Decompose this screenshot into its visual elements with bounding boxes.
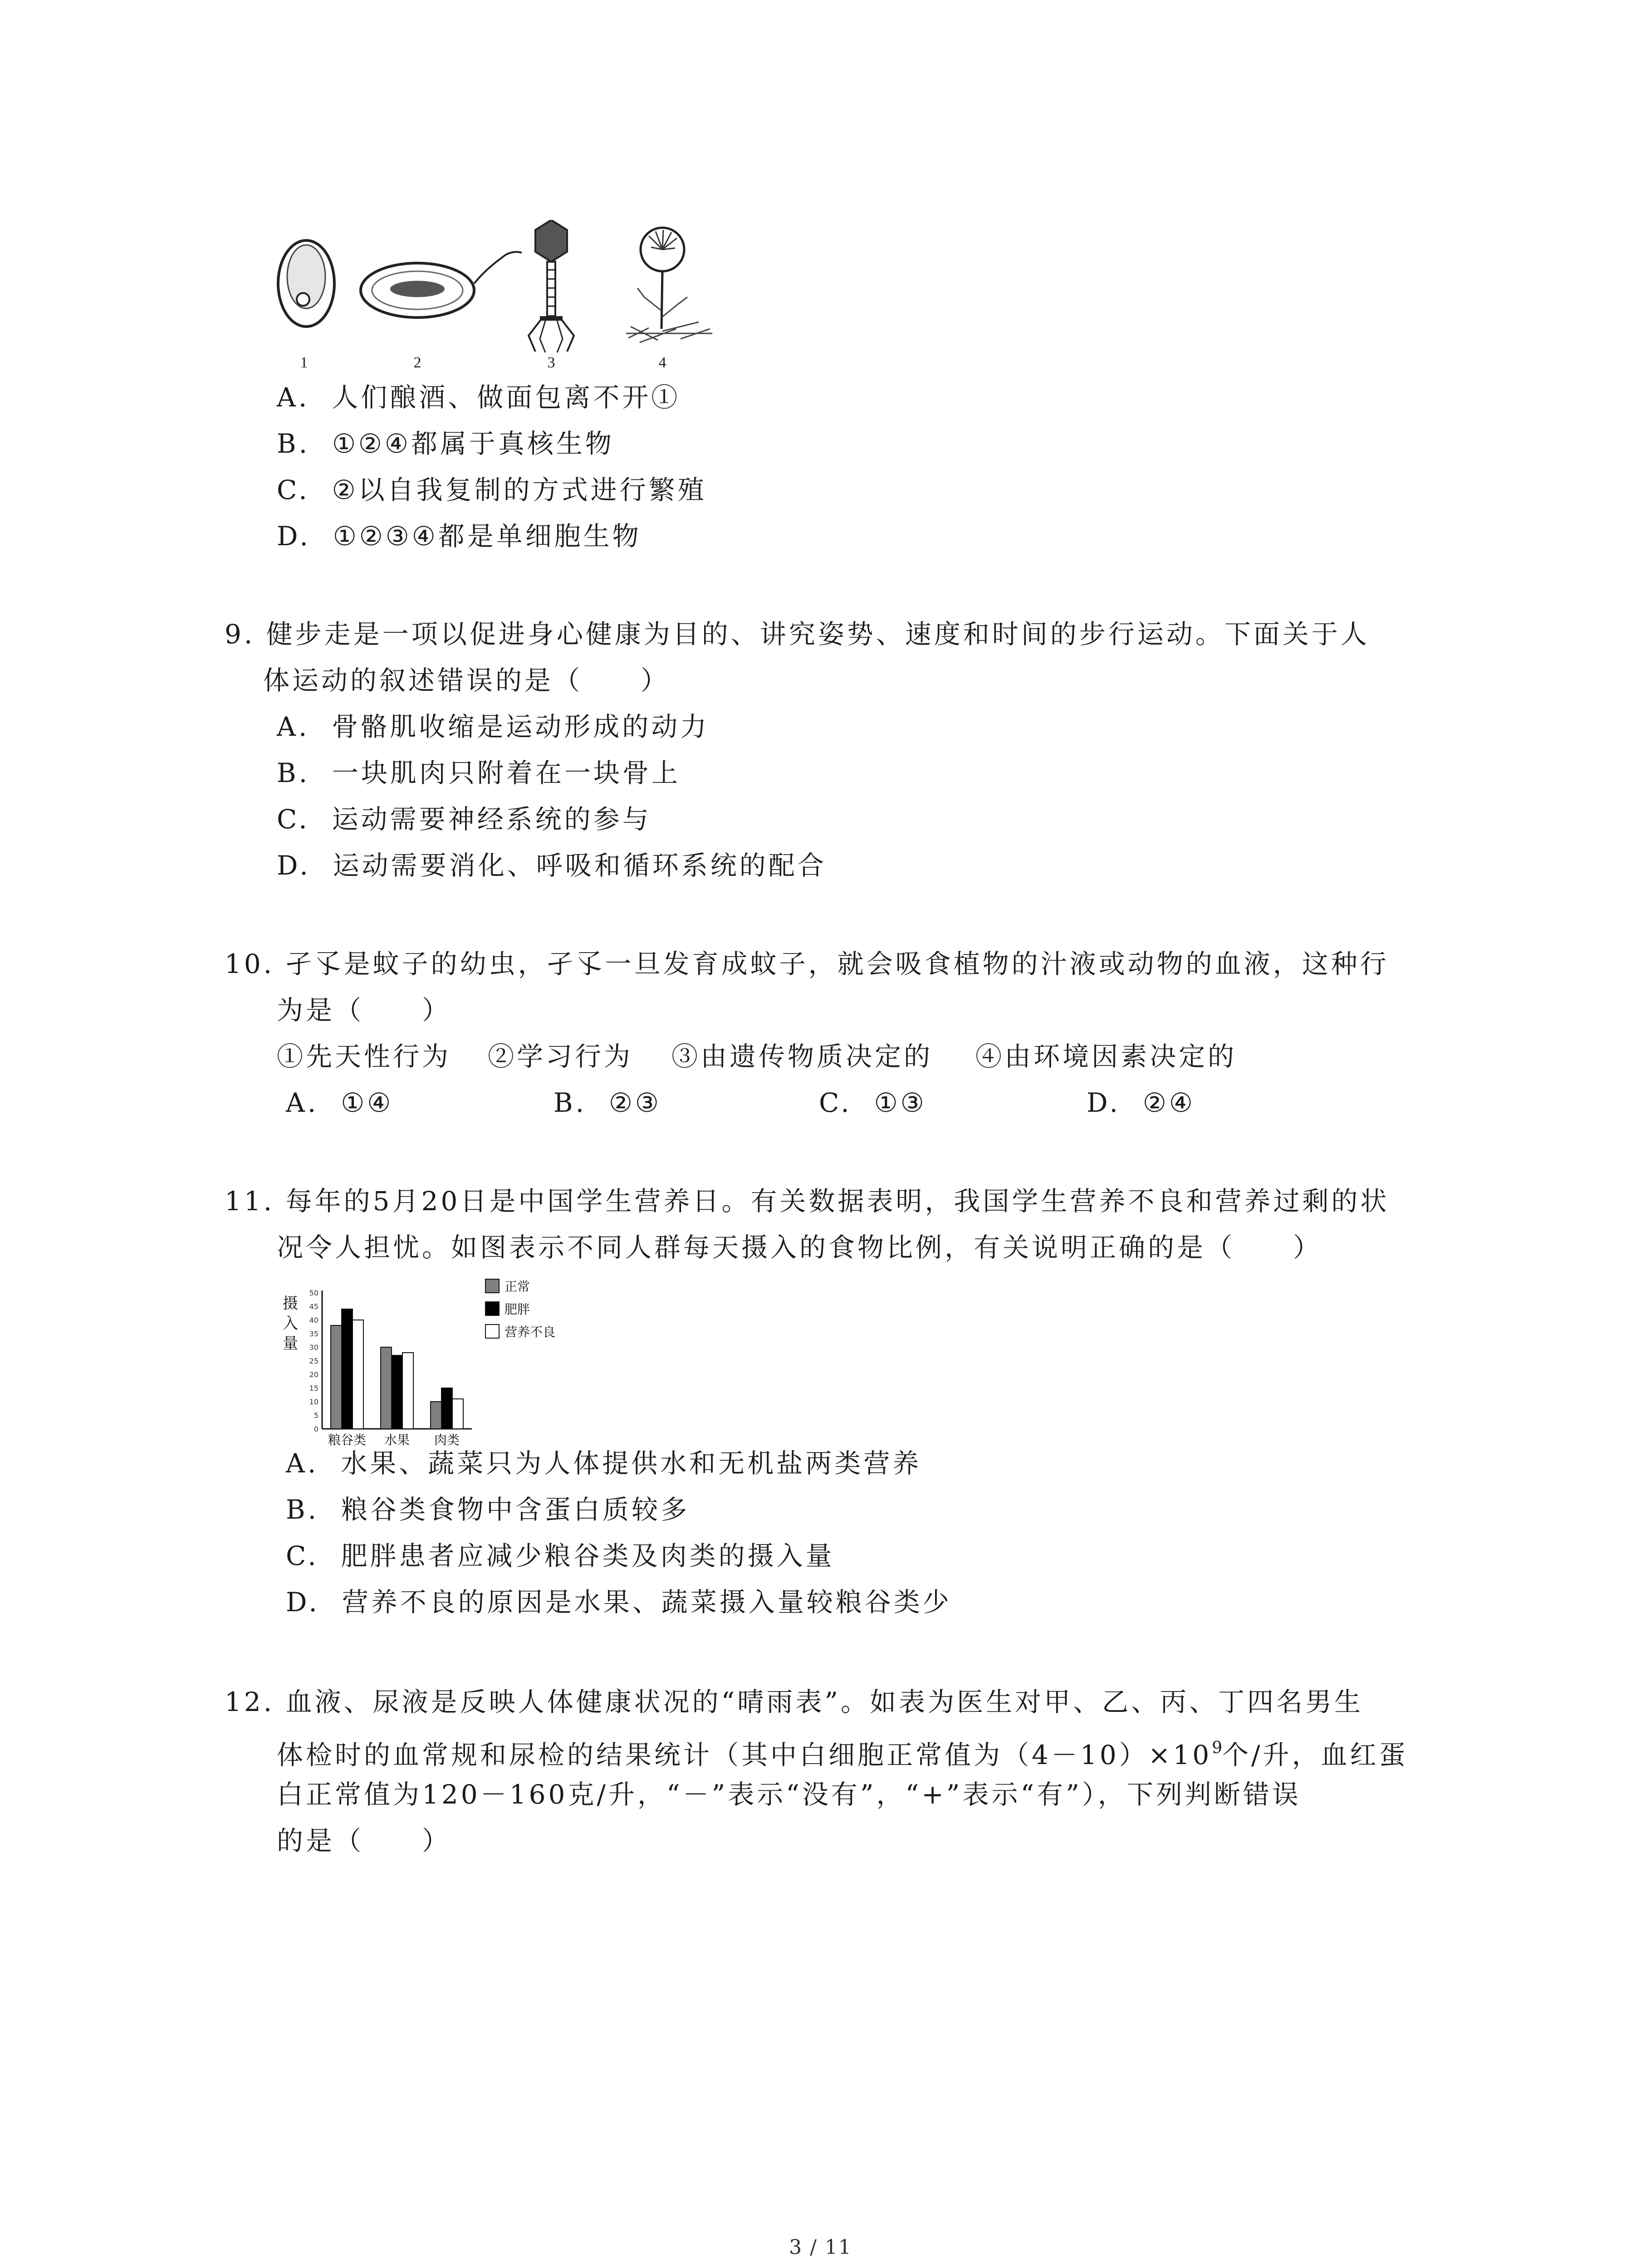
q9-option-b[interactable]: B. 一块肌肉只附着在一块骨上 xyxy=(277,758,681,788)
bar-肥胖-粮谷类 xyxy=(342,1309,353,1429)
y-tick-label: 45 xyxy=(309,1302,318,1311)
q12-stem-line2: 体检时的血常规和尿检的结果统计（其中白细胞正常值为$(4-10)\times 10^9$个/升，血红蛋 xyxy=(277,1739,1408,1770)
figure-label-2: 2 xyxy=(413,354,421,371)
y-axis-label-char: 量 xyxy=(283,1334,298,1353)
q9-option-a[interactable]: A. 骨骼肌收缩是运动形成的动力 xyxy=(277,711,710,742)
q10-statement-2: ②学习行为 xyxy=(488,1041,633,1072)
bar-营养不良-水果 xyxy=(402,1353,413,1429)
q11-stem-line1: 11. 每年的5月20日是中国学生营养日。有关数据表明，我国学生营养不良和营养过剩的状 xyxy=(225,1186,1390,1217)
y-tick-label: 25 xyxy=(309,1357,318,1365)
q10-option-a[interactable]: A. ①④ xyxy=(286,1087,394,1118)
q8-option-d[interactable]: D. ①②③④都是单细胞生物 xyxy=(277,521,642,552)
y-tick-label: 10 xyxy=(309,1398,318,1406)
legend-label: 营养不良 xyxy=(505,1325,556,1339)
y-tick-label: 35 xyxy=(309,1330,318,1338)
y-tick-label: 0 xyxy=(314,1425,318,1433)
bar-肥胖-水果 xyxy=(392,1355,402,1429)
y-tick-label: 40 xyxy=(309,1316,318,1325)
figure-label-4: 4 xyxy=(658,354,666,371)
q10-statement-4: ④由环境因素决定的 xyxy=(975,1041,1237,1072)
q11-option-b[interactable]: B. 粮谷类食物中含蛋白质较多 xyxy=(286,1494,690,1525)
legend-label: 肥胖 xyxy=(505,1302,530,1317)
q11-option-d[interactable]: D. 营养不良的原因是水果、蔬菜摄入量较粮谷类少 xyxy=(286,1587,952,1618)
y-tick-label: 15 xyxy=(309,1384,318,1393)
bar-正常-肉类 xyxy=(431,1402,441,1429)
bacteriophage-icon xyxy=(529,220,574,352)
page-number: 3 / 11 xyxy=(789,2236,852,2259)
q10-option-b[interactable]: B. ②③ xyxy=(554,1087,661,1118)
legend-swatch xyxy=(485,1279,499,1293)
yeast-cell-icon xyxy=(278,240,334,327)
q12-stem-line4: 的是（ ） xyxy=(277,1825,451,1856)
figure-label-3: 3 xyxy=(547,354,555,371)
q8-option-b[interactable]: B. ①②④都属于真核生物 xyxy=(277,428,614,459)
y-axis-label-char: 入 xyxy=(283,1315,298,1333)
q11-option-a[interactable]: A. 水果、蔬菜只为人体提供水和无机盐两类营养 xyxy=(286,1448,922,1479)
q8-option-a[interactable]: A. 人们酿酒、做面包离不开① xyxy=(277,382,681,413)
q10-option-c[interactable]: C. ①③ xyxy=(819,1087,927,1118)
q12-stem-line1: 12. 血液、尿液是反映人体健康状况的“晴雨表”。如表为医生对甲、乙、丙、丁四名男生 xyxy=(225,1686,1363,1717)
bacterium-icon xyxy=(361,252,522,318)
q12-stem-line3: 白正常值为120－160克/升，“－”表示“没有”，“+”表示“有”），下列判断错误 xyxy=(277,1779,1301,1810)
q9-stem-line2: 体运动的叙述错误的是（ ） xyxy=(263,665,670,696)
y-tick-label: 30 xyxy=(309,1343,318,1352)
legend-swatch xyxy=(485,1302,499,1315)
q10-statement-3: ③由遗传物质决定的 xyxy=(671,1041,933,1072)
y-axis-label-char: 摄 xyxy=(283,1295,298,1313)
x-tick-label: 水果 xyxy=(384,1432,410,1447)
q9-option-d[interactable]: D. 运动需要消化、呼吸和循环系统的配合 xyxy=(277,850,827,881)
y-tick-label: 5 xyxy=(314,1411,318,1420)
q11-stem-line2: 况令人担忧。如图表示不同人群每天摄入的食物比例，有关说明正确的是（ ） xyxy=(277,1232,1323,1263)
bar-营养不良-肉类 xyxy=(452,1399,463,1429)
organism-figure xyxy=(268,220,717,372)
bar-正常-水果 xyxy=(381,1347,392,1429)
y-tick-label: 20 xyxy=(309,1370,318,1379)
legend-swatch xyxy=(485,1325,499,1338)
bar-营养不良-粮谷类 xyxy=(353,1320,363,1429)
food-intake-bar-chart xyxy=(277,1275,594,1452)
q11-option-c[interactable]: C. 肥胖患者应减少粮谷类及肉类的摄入量 xyxy=(286,1540,835,1571)
y-tick-label: 50 xyxy=(309,1289,318,1297)
q8-option-c[interactable]: C. ②以自我复制的方式进行繁殖 xyxy=(277,474,707,505)
q9-stem-line1: 9. 健步走是一项以促进身心健康为目的、讲究姿势、速度和时间的步行运动。下面关于人 xyxy=(225,619,1370,650)
q10-stem-line2: 为是（ ） xyxy=(277,995,451,1026)
x-tick-label: 粮谷类 xyxy=(328,1432,367,1447)
q10-stem-line1: 10. 孑孓是蚊子的幼虫，孑孓一旦发育成蚊子，就会吸食植物的汁液或动物的血液，这种行 xyxy=(225,948,1389,979)
legend-label: 正常 xyxy=(505,1279,530,1294)
mold-icon xyxy=(626,228,712,342)
q9-option-c[interactable]: C. 运动需要神经系统的参与 xyxy=(277,804,652,835)
q10-statement-1: ①先天性行为 xyxy=(277,1041,451,1072)
bar-正常-粮谷类 xyxy=(331,1325,342,1429)
q10-option-d[interactable]: D. ②④ xyxy=(1087,1087,1195,1118)
x-tick-label: 肉类 xyxy=(434,1432,460,1447)
figure-label-1: 1 xyxy=(300,354,308,371)
bar-肥胖-肉类 xyxy=(441,1388,452,1429)
